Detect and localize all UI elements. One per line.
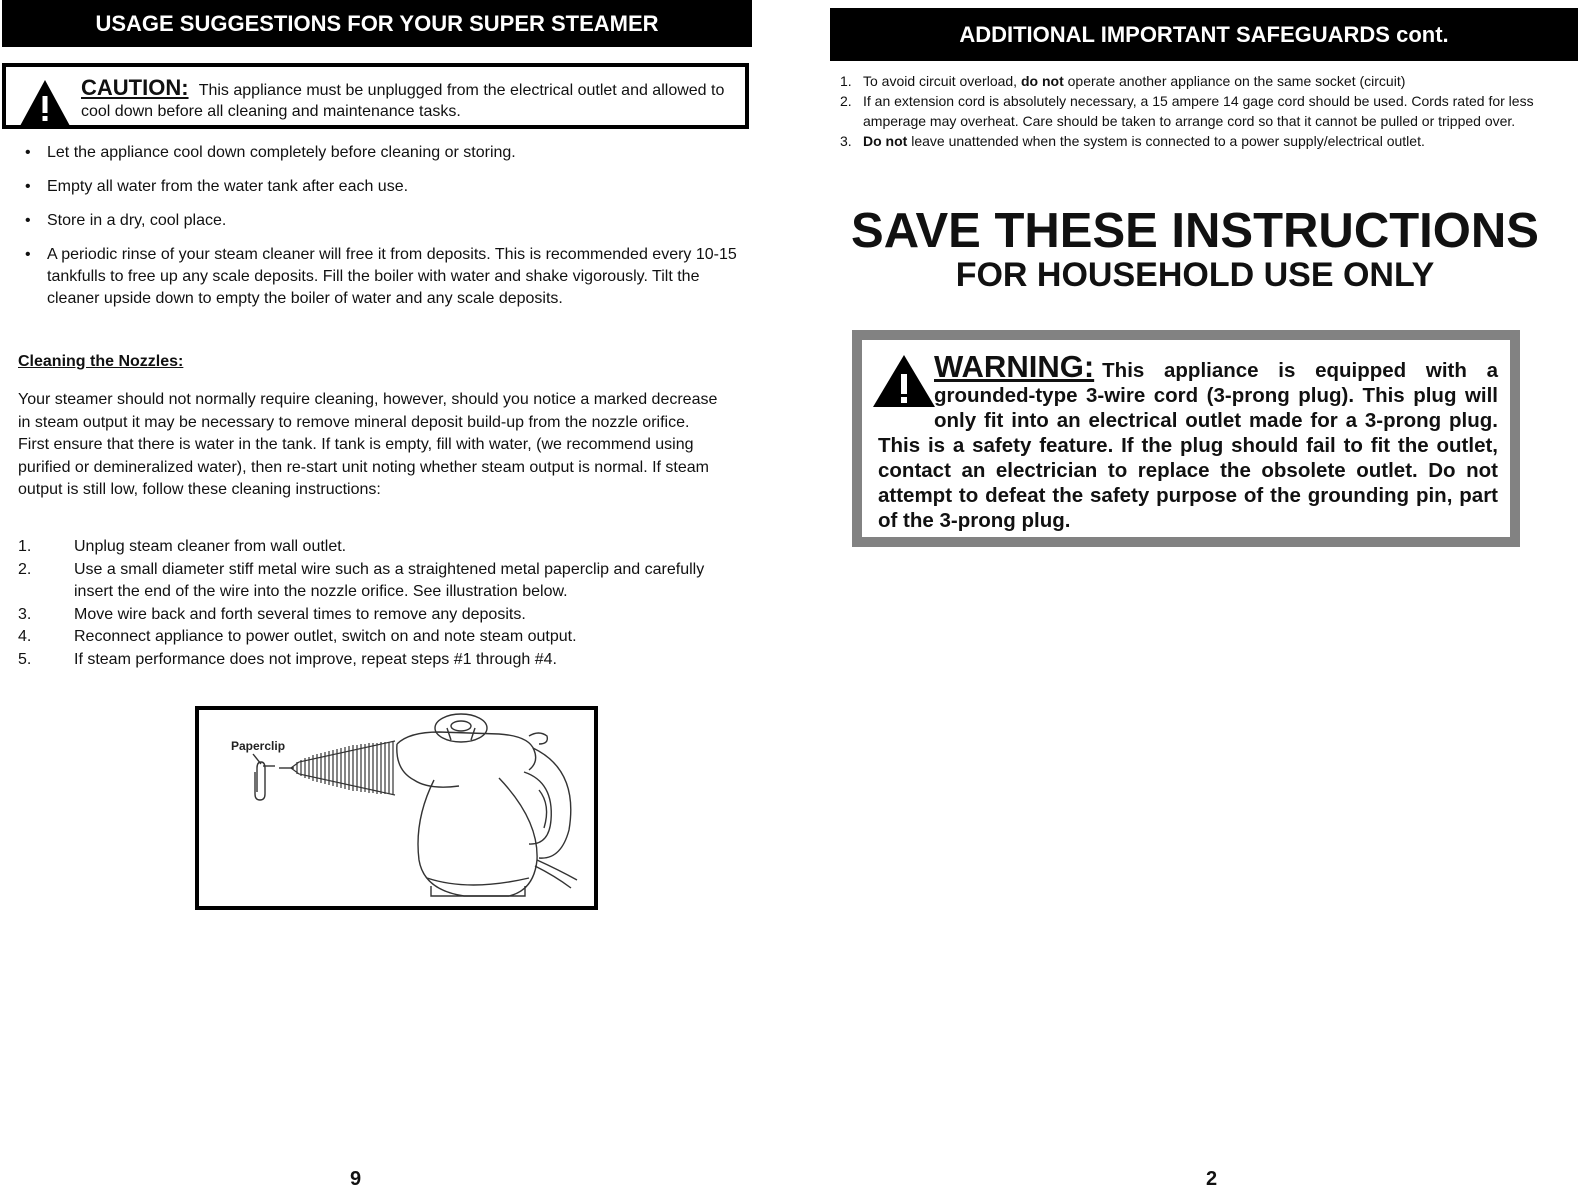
item-number: 3.	[840, 133, 852, 149]
warning-box-inner	[862, 340, 1510, 537]
step-text: If steam performance does not improve, repeat steps #1 through #4.	[74, 650, 557, 668]
list-item	[25, 176, 740, 198]
list-item	[840, 71, 1560, 91]
list-item	[18, 649, 718, 672]
right-page	[830, 0, 1582, 1203]
cleaning-steps-list	[18, 536, 718, 671]
step-text: Use a small diameter stiff metal wire such as a straightened metal paperclip and carefully insert the end of the wire into the nozzle orifice. See illustration below.	[74, 560, 705, 600]
caution-title: CAUTION:	[81, 75, 189, 100]
paperclip-label: Paperclip	[231, 739, 286, 753]
item-text: leave unattended when the system is connected to a power supply/electrical outlet.	[907, 133, 1425, 149]
safeguards-list	[840, 71, 1560, 151]
list-item	[18, 626, 718, 649]
step-text: Move wire back and forth several times to remove any deposits.	[74, 605, 526, 623]
warning-title: WARNING:	[934, 349, 1095, 384]
item-number: 2.	[840, 93, 852, 109]
step-text: Reconnect appliance to power outlet, switch on and note steam output.	[74, 628, 577, 645]
caution-box	[2, 63, 749, 129]
step-number: 1.	[18, 538, 32, 555]
list-item	[18, 559, 718, 604]
item-text: To avoid circuit overload,	[863, 73, 1021, 89]
steamer-illustration	[195, 706, 598, 910]
page-number-right: 2	[1206, 1168, 1218, 1190]
bullet-marker: •	[25, 144, 31, 161]
safeguards-banner: ADDITIONAL IMPORTANT SAFEGUARDS cont.	[830, 8, 1578, 61]
list-item	[25, 210, 740, 232]
step-number: 2.	[18, 560, 32, 578]
item-text: If an extension cord is absolutely necessary, a 15 ampere 14 gage cord should be used. Cords rated for less amperage may overheat. Care should be taken to arrange cord so that it cannot be pulled or tripped over.	[863, 93, 1534, 129]
icon-spacer	[878, 354, 934, 429]
list-item	[18, 536, 718, 559]
list-item	[25, 142, 740, 164]
bullet-marker: •	[25, 246, 31, 263]
save-instructions-title: SAVE THESE INSTRUCTIONS	[851, 204, 1539, 258]
list-item	[25, 244, 740, 310]
left-page	[0, 0, 760, 1203]
item-text: operate another appliance on the same socket (circuit)	[1063, 73, 1406, 89]
usage-suggestions-banner: USAGE SUGGESTIONS FOR YOUR SUPER STEAMER	[2, 0, 752, 47]
page-number-left: 9	[350, 1168, 362, 1190]
list-item	[840, 131, 1560, 151]
step-text: Unplug steam cleaner from wall outlet.	[74, 538, 347, 555]
bullet-text: A periodic rinse of your steam cleaner will free it from deposits. This is recommended every 10-15 tankfulls to free up any scale deposits. Fill the boiler with water and shake vigorously. Tilt the cleaner upside down to empty the boiler of water and any scale deposits.	[47, 246, 737, 307]
caution-message: This appliance must be unplugged from the electrical outlet and allowed to cool down before all cleaning and maintenance tasks.	[81, 82, 725, 120]
bullet-text: Store in a dry, cool place.	[47, 212, 227, 229]
bullet-marker: •	[25, 212, 31, 229]
warning-paragraph	[878, 349, 1498, 533]
cleaning-nozzles-heading: Cleaning the Nozzles:	[18, 353, 184, 370]
caution-warning-icon	[19, 79, 71, 127]
item-emphasis: do not	[1020, 73, 1064, 89]
list-item	[840, 91, 1560, 131]
item-emphasis: Do not	[863, 133, 908, 149]
step-number: 4.	[18, 628, 32, 645]
bullet-text: Empty all water from the water tank after each use.	[47, 178, 409, 195]
warning-message: This appliance is equipped with a grounded-type 3-wire cord (3-prong plug). This plug will only fit into an electrical outlet made for a 3-prong plug. This is a safety feature. If the plug should fail to fit the outlet, contact an electrician to replace the obsolete outlet. Do not attempt to defeat the safety purpose of the grounding pin, part of the 3-prong plug.	[878, 359, 1498, 532]
cleaning-paragraph: Your steamer should not normally require cleaning, however, should you notice a marked decrease in steam output it may be necessary to remove mineral deposit build-up from the nozzle orifice. First ensure that there is water in the tank. If tank is empty, fill with water, (we recommend using purified or demineralized water), then re-start unit noting whether steam output is normal. If steam output is still low, follow these cleaning instructions:	[18, 391, 718, 498]
usage-bullet-list	[25, 142, 740, 322]
caution-text-block	[81, 77, 741, 122]
bullet-marker: •	[25, 178, 31, 195]
list-item	[18, 604, 718, 627]
household-use-subtitle: FOR HOUSEHOLD USE ONLY	[955, 256, 1435, 294]
warning-text-block	[878, 349, 1498, 533]
step-number: 5.	[18, 650, 32, 668]
item-number: 1.	[840, 73, 852, 89]
step-number: 3.	[18, 605, 32, 623]
bullet-text: Let the appliance cool down completely before cleaning or storing.	[47, 144, 516, 161]
warning-box	[852, 330, 1520, 547]
